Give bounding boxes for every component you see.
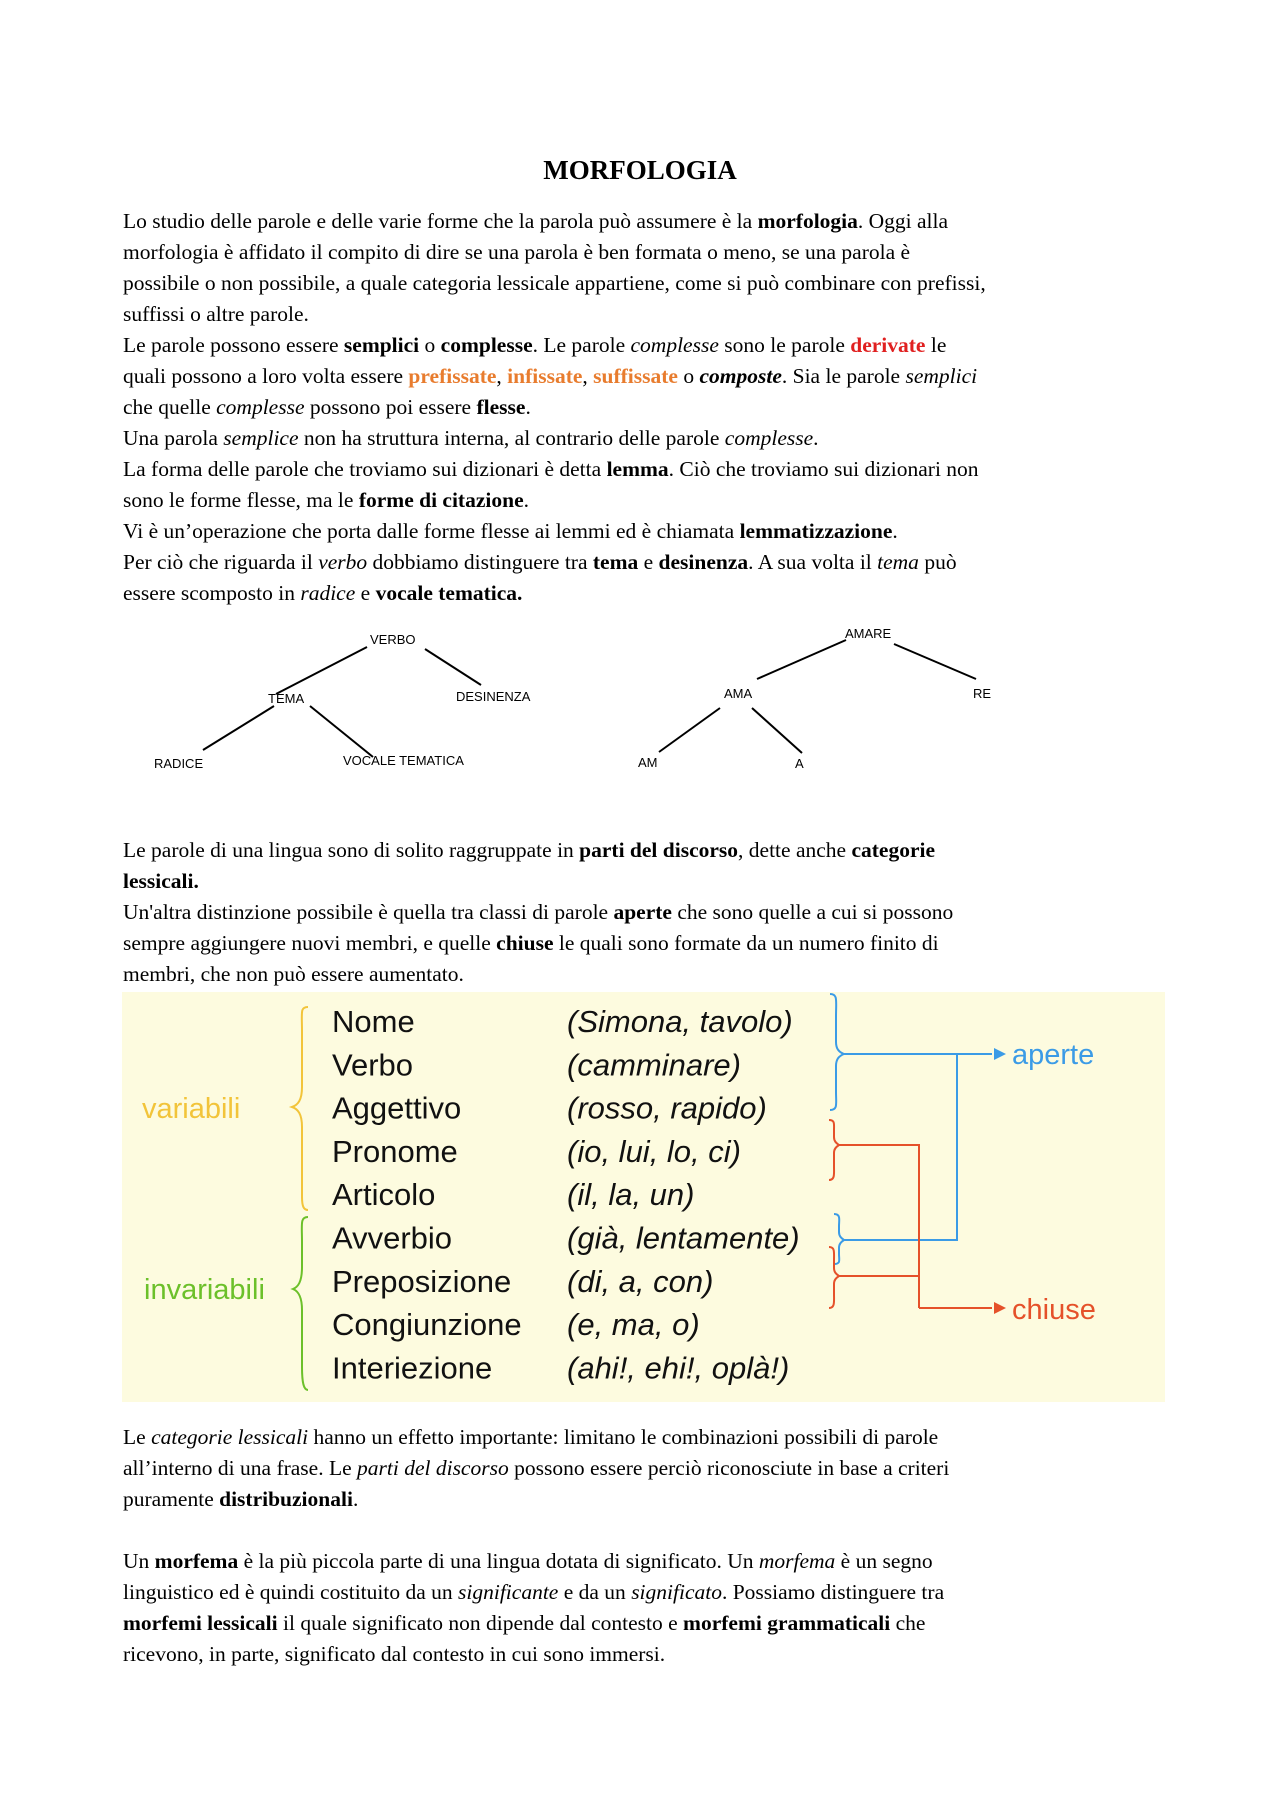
text: non ha struttura interna, al contrario delle parole [298, 426, 725, 450]
text: . Oggi alla [857, 209, 949, 233]
term-italic: categorie lessicali [151, 1425, 309, 1449]
tree-label-verbo: VERBO [370, 632, 416, 647]
para7-line2 [123, 866, 199, 897]
tree-label-ama: AMA [724, 686, 753, 701]
comma: , [582, 364, 588, 388]
para2-line3 [123, 392, 531, 423]
term-derivate: derivate [850, 333, 926, 357]
edge [203, 706, 274, 750]
para9-line1 [123, 1422, 938, 1453]
text: può [918, 550, 957, 574]
text: Un [123, 1549, 155, 1573]
term-italic: morfema [758, 1549, 836, 1573]
term: parti del discorso [579, 838, 739, 862]
text: Le parole di una lingua sono di solito raggruppate in [123, 838, 580, 862]
tree-label-radice: RADICE [154, 756, 204, 771]
text: possono essere perciò riconosciute in base a criteri [508, 1456, 950, 1480]
text: possono poi essere [304, 395, 477, 419]
text: e da un [558, 1580, 632, 1604]
text: o [419, 333, 441, 357]
term: morfemi grammaticali [683, 1611, 891, 1635]
text: che sono quelle a cui si possono [671, 900, 954, 924]
text: quali possono a loro volta essere [123, 364, 409, 388]
para10-line3 [123, 1608, 925, 1639]
pos-examples: (rosso, rapido) [567, 1090, 767, 1126]
edge [310, 706, 373, 757]
term: tema [592, 550, 639, 574]
para10-line4: ricevono, in parte, significato dal contesto in cui sono immersi. [123, 1642, 666, 1666]
text: . [352, 1487, 359, 1511]
tree-left-edges [203, 647, 481, 757]
term: chiuse [496, 931, 554, 955]
tree-label-a: A [795, 756, 804, 771]
para1-line3: possibile o non possibile, a quale categoria lessicale appartiene, come si può combinare con prefissi, [123, 271, 986, 295]
term-composte: composte [699, 364, 782, 388]
text: . [813, 426, 819, 450]
pos-examples: (io, lui, lo, ci) [567, 1133, 741, 1169]
term: categorie [851, 838, 936, 862]
para6-line2 [123, 578, 522, 609]
term-suffissate: suffissate [593, 364, 678, 388]
text: all’interno di una frase. Le [123, 1456, 358, 1480]
pos-name: Aggettivo [332, 1090, 462, 1126]
text: le [925, 333, 947, 357]
term: flesse [476, 395, 526, 419]
term-infissate: infissate [507, 364, 583, 388]
term-italic: verbo [318, 550, 368, 574]
text: che quelle [123, 395, 217, 419]
term-italic: parti del discorso [357, 1456, 509, 1480]
tree-label-tema: TEMA [268, 691, 305, 706]
para8-line1 [123, 897, 953, 928]
text: . [892, 519, 898, 543]
text: Le parole possono essere [123, 333, 344, 357]
term: forme di citazione [358, 488, 524, 512]
pos-name: Nome [332, 1004, 415, 1039]
tree-label-desinenza: DESINENZA [456, 689, 531, 704]
text: La forma delle parole che troviamo sui dizionari è detta [123, 457, 607, 481]
page-title: MORFOLOGIA [543, 155, 737, 185]
pos-examples: (di, a, con) [567, 1263, 714, 1299]
term-italic: complesse [216, 395, 305, 419]
term: semplici [343, 333, 420, 357]
term-italic: complesse [724, 426, 814, 450]
text: , dette anche [738, 838, 852, 862]
para8-line3: membri, che non può essere aumentato. [123, 962, 464, 986]
term-morfologia: morfologia [757, 209, 858, 233]
text: e [355, 581, 376, 605]
edge [757, 640, 846, 679]
tree-label-re: RE [973, 686, 992, 701]
para9-line3 [123, 1484, 358, 1515]
edge [425, 649, 481, 685]
term: lemmatizzazione [739, 519, 893, 543]
para10-line1 [123, 1546, 933, 1577]
pos-examples: (ahi!, ehi!, oplà!) [567, 1350, 790, 1386]
label-variabili: variabili [142, 1093, 241, 1125]
term: lessicali. [123, 869, 199, 893]
para5-line1 [123, 516, 898, 547]
text: e [638, 550, 659, 574]
text: Una parola [123, 426, 224, 450]
text: . [523, 488, 529, 512]
term-italic: semplice [223, 426, 299, 450]
para1-line1 [123, 206, 948, 237]
pos-name: Verbo [332, 1047, 414, 1083]
tree-label-amare: AMARE [845, 626, 892, 641]
term-italic: complesse [630, 333, 719, 357]
term: desinenza [658, 550, 749, 574]
term-italic: significato [631, 1580, 722, 1604]
pos-examples: (già, lentamente) [567, 1220, 800, 1256]
term-italic: tema [877, 550, 919, 574]
term-italic: semplici [905, 364, 978, 388]
term-italic: radice [300, 581, 356, 605]
text: Per ciò che riguarda il [123, 550, 319, 574]
para7-line1 [123, 835, 935, 866]
label-aperte: aperte [1012, 1039, 1095, 1071]
text: Lo studio delle parole e delle varie forme che la parola può assumere è la [123, 209, 758, 233]
text: le quali sono formate da un numero finito di [553, 931, 939, 955]
text: sono le parole [718, 333, 851, 357]
edge [659, 708, 720, 752]
pos-examples: (Simona, tavolo) [567, 1004, 793, 1039]
text: sempre aggiungere nuovi membri, e quelle [123, 931, 497, 955]
text: linguistico ed è quindi costituito da un [123, 1580, 459, 1604]
term: morfema [154, 1549, 239, 1573]
para1-line4: suffissi o altre parole. [123, 302, 309, 326]
text: Vi è un’operazione che porta dalle forme flesse ai lemmi ed è chiamata [123, 519, 740, 543]
tree-label-vocale-tematica: VOCALE TEMATICA [343, 753, 464, 768]
text: dobbiamo distinguere tra [367, 550, 593, 574]
pos-examples: (camminare) [567, 1047, 741, 1083]
label-invariabili: invariabili [144, 1274, 265, 1306]
tree-right-edges [659, 640, 976, 753]
label-chiuse: chiuse [1012, 1294, 1096, 1326]
para9-line2 [123, 1453, 949, 1484]
para2-line1 [123, 330, 946, 361]
text: . Possiamo distinguere tra [721, 1580, 945, 1604]
pos-name: Congiunzione [332, 1307, 522, 1343]
term-prefissate: prefissate [408, 364, 497, 388]
text: è un segno [835, 1549, 933, 1573]
pos-name: Articolo [332, 1177, 436, 1213]
term: lemma [606, 457, 669, 481]
term: vocale tematica. [375, 581, 523, 605]
tree-label-am: AM [638, 755, 658, 770]
para6-line1 [123, 547, 957, 578]
term: distribuzionali [219, 1487, 353, 1511]
tree-diagrams [0, 620, 1280, 790]
text: Le [123, 1425, 152, 1449]
para10-line2 [123, 1577, 944, 1608]
para4-line1 [123, 454, 979, 485]
text: . A sua volta il [748, 550, 878, 574]
comma: , [496, 364, 502, 388]
pos-name: Interiezione [332, 1350, 493, 1386]
term: complesse [440, 333, 533, 357]
text: o [677, 364, 700, 388]
text: che [890, 1611, 926, 1635]
text: hanno un effetto importante: limitano le combinazioni possibili di parole [308, 1425, 939, 1449]
pos-examples: (il, la, un) [567, 1177, 695, 1213]
pos-examples: (e, ma, o) [567, 1307, 700, 1343]
pos-name: Avverbio [332, 1220, 453, 1256]
word-classes-figure [122, 992, 1165, 1402]
text: il quale significato non dipende dal contesto e [277, 1611, 684, 1635]
edge [894, 644, 976, 679]
term-italic: significante [458, 1580, 559, 1604]
edge [752, 708, 802, 753]
text: puramente [123, 1487, 220, 1511]
text: è la più piccola parte di una lingua dotata di significato. Un [238, 1549, 759, 1573]
text: Un'altra distinzione possibile è quella tra classi di parole [123, 900, 614, 924]
text: . [525, 395, 531, 419]
text: sono le forme flesse, ma le [123, 488, 359, 512]
para3-line1 [123, 423, 819, 454]
text: . Sia le parole [781, 364, 906, 388]
pos-name: Pronome [332, 1133, 458, 1169]
term: aperte [613, 900, 672, 924]
para1-line2: morfologia è affidato il compito di dire se una parola è ben formata o meno, se una parola è [123, 240, 911, 264]
pos-name: Preposizione [332, 1263, 512, 1299]
text: essere scomposto in [123, 581, 301, 605]
edge [276, 647, 367, 694]
term: morfemi lessicali [123, 1611, 278, 1635]
para8-line2 [123, 928, 939, 959]
para2-line2 [123, 361, 977, 392]
para4-line2 [123, 485, 529, 516]
text: . Ciò che troviamo sui dizionari non [668, 457, 979, 481]
text: . Le parole [532, 333, 631, 357]
